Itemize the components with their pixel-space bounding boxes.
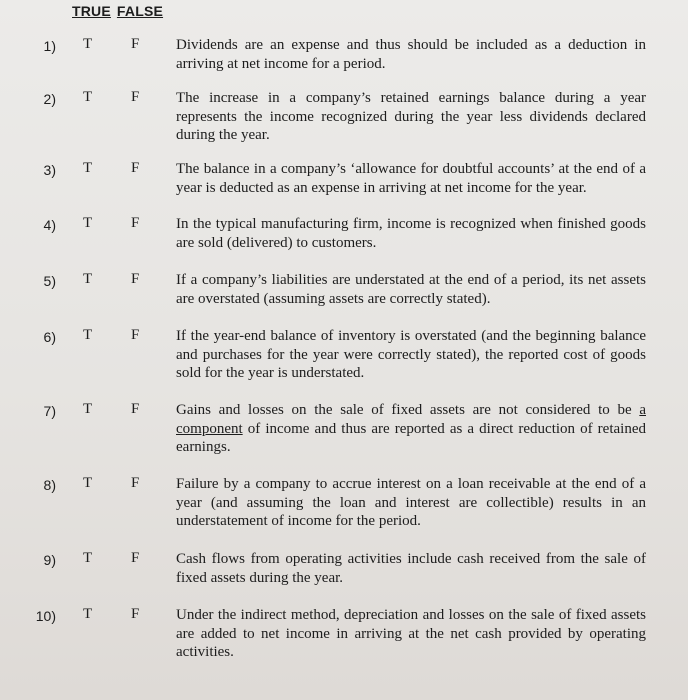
true-option: T xyxy=(83,160,93,176)
true-option: T xyxy=(83,401,93,417)
false-column-label: FALSE xyxy=(116,3,164,19)
true-option: T xyxy=(83,271,93,287)
true-option: T xyxy=(83,550,93,566)
question-statement: If a company’s liabilities are understated at the end of a period, its net assets are overstated (assuming assets are correctly stated). xyxy=(176,272,646,307)
question-number: 3) xyxy=(43,162,56,178)
question-number: 6) xyxy=(43,329,56,345)
question-statement: Failure by a company to accrue interest on a loan receivable at the end of a year (and assuming the loan and interest are collectible) results in an understatement of income for the period. xyxy=(176,476,646,529)
true-option: T xyxy=(83,475,93,491)
question-statement: Cash flows from operating activities include cash received from the sale of fixed assets during the year. xyxy=(176,551,646,586)
false-option: F xyxy=(131,401,140,417)
question-number: 5) xyxy=(43,273,56,289)
question-statement: If the year-end balance of inventory is overstated (and the beginning balance and purchases for the year were correctly stated), the reported cost of goods sold for the year is understated. xyxy=(176,328,646,381)
question-number: 1) xyxy=(43,38,56,54)
question-statement xyxy=(176,401,646,457)
false-option: F xyxy=(131,327,140,343)
true-option: T xyxy=(83,89,93,105)
true-option: T xyxy=(83,215,93,231)
false-option: F xyxy=(131,271,140,287)
true-option: T xyxy=(83,606,93,622)
question-number: 4) xyxy=(43,217,56,233)
false-option: F xyxy=(131,606,140,622)
false-option: F xyxy=(131,550,140,566)
false-option: F xyxy=(131,89,140,105)
statement-text: Gains and losses on the sale of fixed assets are not considered to be xyxy=(176,402,640,418)
column-header xyxy=(72,3,169,19)
underlined-phrase: a component xyxy=(176,402,646,437)
false-option: F xyxy=(131,475,140,491)
question-statement: Under the indirect method, depreciation and losses on the sale of fixed assets are added to net income in arriving at the net cash provided by operating activities. xyxy=(176,607,646,660)
false-option: F xyxy=(131,36,140,52)
question-number: 9) xyxy=(43,552,56,568)
question-statement: In the typical manufacturing firm, income is recognized when finished goods are sold (delivered) to customers. xyxy=(176,216,646,251)
question-number: 8) xyxy=(43,477,56,493)
false-option: F xyxy=(131,160,140,176)
question-number: 7) xyxy=(43,403,56,419)
statement-text: of income and thus are reported as a direct reduction of retained earnings. xyxy=(176,420,646,455)
question-number: 2) xyxy=(43,91,56,107)
true-option: T xyxy=(83,327,93,343)
question-number: 10) xyxy=(35,608,56,624)
question-statement: The increase in a company’s retained earnings balance during a year represents the income recognized during the year less dividends declared during the year. xyxy=(176,90,646,143)
question-statement: Dividends are an expense and thus should be included as a deduction in arriving at net income for a period. xyxy=(176,37,646,72)
question-statement: The balance in a company’s ‘allowance for doubtful accounts’ at the end of a year is deducted as an expense in arriving at net income for the year. xyxy=(176,161,646,196)
true-column-label: TRUE xyxy=(72,3,111,19)
false-option: F xyxy=(131,215,140,231)
true-option: T xyxy=(83,36,93,52)
